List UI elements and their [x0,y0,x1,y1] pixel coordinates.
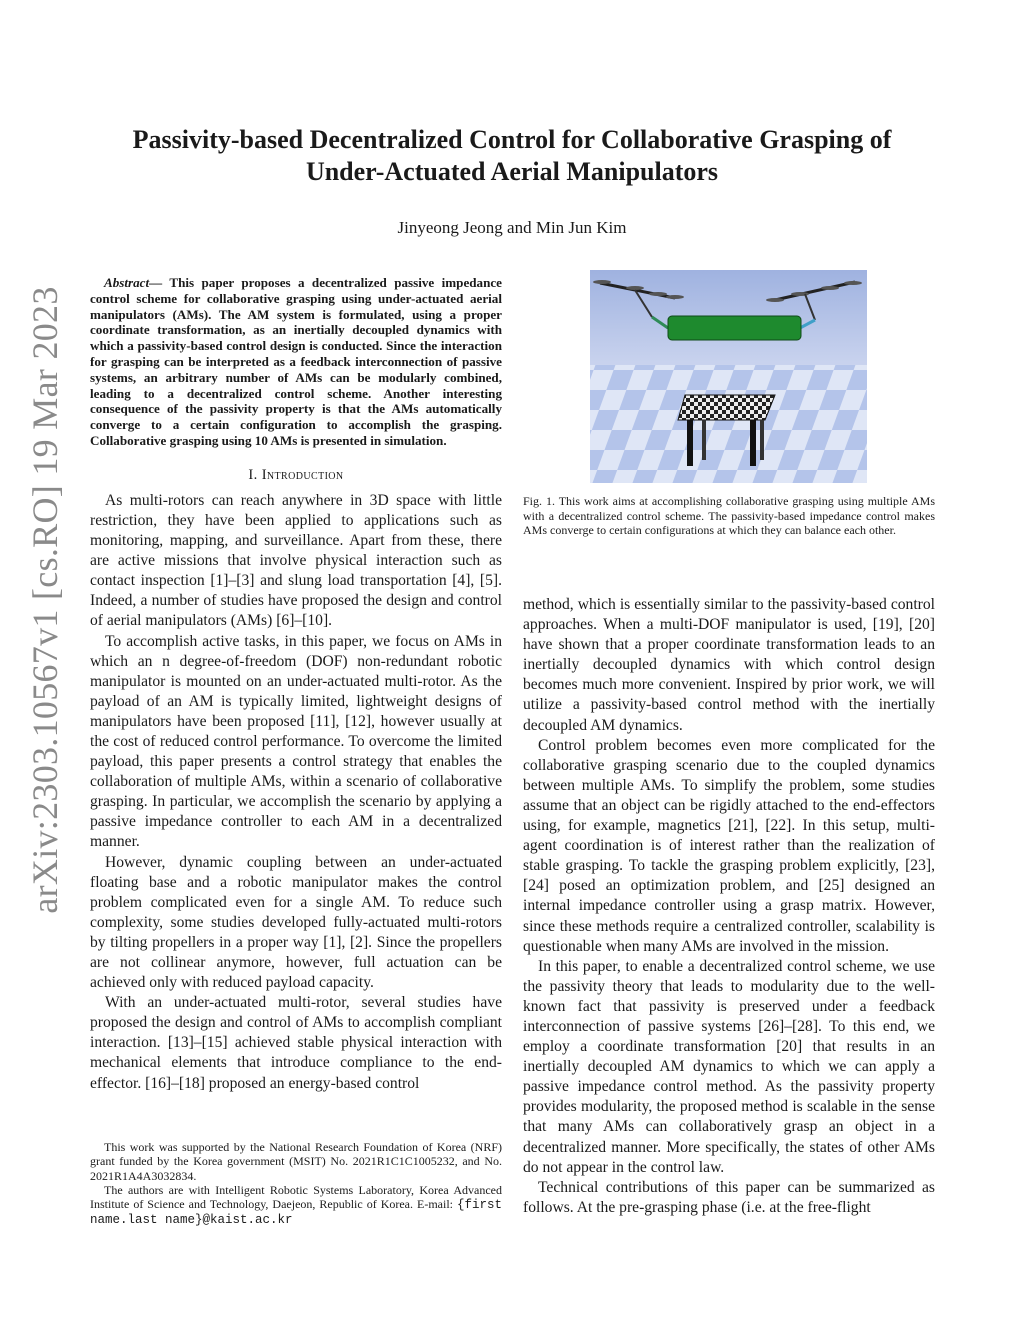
paragraph: With an under-actuated multi-rotor, several studies have proposed the design and control of AMs to accomplish compliant interaction. [13]–[15] achieved stable physical interaction with mechanical elements that introduce compliance to the end-effector. [16]–[18] proposed an energy-based control [90,994,502,1092]
paragraph: In this paper, to enable a decentralized control scheme, we use the passivity theory that leads to modularity due to the well-known fact that passivity is preserved under a feedback interconnection of passive systems [26]–[28]. To this end, we employ a coordinate transformation [20] that results in an inertially decoupled AM dynamics to which we can apply a passive impedance control method. As the passivity property provides modularity, the proposed method is scalable in the sense that many AMs can collaboratively grasp an object in a decentralized manner. More specifically, the states of other AMs do not appear in the control law. [523,957,935,1176]
footnotes [90,1140,502,1228]
section-number: I. [248,466,262,483]
section-heading-introduction [90,465,502,485]
abstract-lead: Abstract— [104,275,163,290]
paragraph: However, dynamic coupling between an under-actuated floating base and a robotic manipulator makes the control problem complicated even for a single AM. To reduce such complexity, some studies developed fully-actuated multi-rotors by tilting propellers in a proper way [1], [2]. Since the propellers are not collinear anymore, however, full actuation can be achieved only with reduced payload capacity. [90,853,502,992]
paragraph: Control problem becomes even more complicated for the collaborative grasping scenario due to the coupled dynamics between multiple AMs. To simplify the problem, some studies assume that an object can be rigidly attached to the end-effectors using, for example, magnetics [21], [22]. In this setup, multi-agent coordination is of interest rather than the realization of stable grasping. To tackle the grasping problem explicitly, [23], [24] posed an optimization problem, and [25] designed an internal impedance controller using a grasp matrix. However, since these methods require a centralized controller, scalability is questionable when many AMs are involved in the mission. [523,736,935,955]
abstract-text: This paper proposes a decentralized passive impedance control scheme for collaborative grasping using under-actuated aerial manipulators (AMs). The AM system is formulated, using a proper coordinate transformation, as an inertially decoupled dynamics with which a passivity-based control design is conducted. Since the interaction for grasping can be interpreted as a feedback interconnection of passive systems, an arbitrary number of AMs can be modularly combined, leading to a decentralized control scheme. Another interesting consequence of the passivity property is that the AMs automatically converge to a certain configuration to accomplish the grasping. Collaborative grasping using 10 AMs is presented in simulation. [90,275,502,448]
footnote-funding: This work was supported by the National Research Foundation of Korea (NRF) grant funded by the Korea government (MSIT) No. 2021R1C1C1005232, and No. 2021R1A4A3032834. [90,1140,502,1183]
email-address: {first name.last name}@kaist.ac.kr [90,1198,502,1228]
right-column [523,595,935,1218]
simulation-render-illustration [590,270,867,483]
paper-title [90,124,934,188]
section-title: Introduction [261,466,344,483]
arxiv-identifier: arXiv:2303.10567v1 [cs.RO] 19 Mar 2023 [25,286,65,914]
figure-1-image [590,270,867,483]
figure-1-caption: Fig. 1. This work aims at accomplishing collaborative grasping using multiple AMs with a decentralized control scheme. The passivity-based impedance control makes AMs converge to certain configurations at which they can balance each other. [523,494,935,537]
paragraph: method, which is essentially similar to the passivity-based control approaches. When a multi-DOF manipulator is used, [19], [20] have shown that a proper coordinate transformation leads to an inertially decoupled dynamics with which control design becomes much more convenient. Inspired by prior work, we will utilize a passivity-based control method with the inertially decoupled AM dynamics. [523,596,935,734]
paragraph: Technical contributions of this paper can be summarized as follows. At the pre-grasping phase (i.e. at the free-flight [523,1178,935,1216]
footnote-affiliation-text: The authors are with Intelligent Robotic Systems Laboratory, Korea Advanced Institute of Science and Technology, Daejeon, Republic of Korea. E-mail: [90,1182,502,1212]
paragraph: As multi-rotors can reach anywhere in 3D space with little restriction, they have been applied to applications such as monitoring, mapping, and surveillance. Apart from these, there are active missions that involve physical interaction such as contact inspection [1]–[3] and slung load transportation [4], [5]. Indeed, a number of studies have proposed the design and control of aerial manipulators (AMs) [6]–[10]. [90,491,502,630]
title-line-2: Under-Actuated Aerial Manipulators [305,157,719,186]
abstract [90,275,502,449]
grasped-object [668,316,801,340]
footnote-affiliation [90,1183,502,1228]
author-list: Jinyeong Jeong and Min Jun Kim [397,218,627,237]
left-column [90,275,502,1094]
title-line-1: Passivity-based Decentralized Control for Collaborative Grasping of [132,125,892,154]
paragraph: To accomplish active tasks, in this paper, we focus on AMs in which an n degree-of-freedom (DOF) non-redundant robotic manipulator is mounted on an under-actuated multi-rotor. As the payload of an AM is typically limited, lightweight designs of manipulators have been proposed [11], [12], however usually at the cost of reduced control performance. To overcome the limited payload, this paper presents a control strategy that enables the collaboration of multiple AMs, within a scenario of collaborative grasping. In particular, we accomplish the scenario by applying a passive impedance controller to each AM in a decentralized manner. [90,632,502,851]
